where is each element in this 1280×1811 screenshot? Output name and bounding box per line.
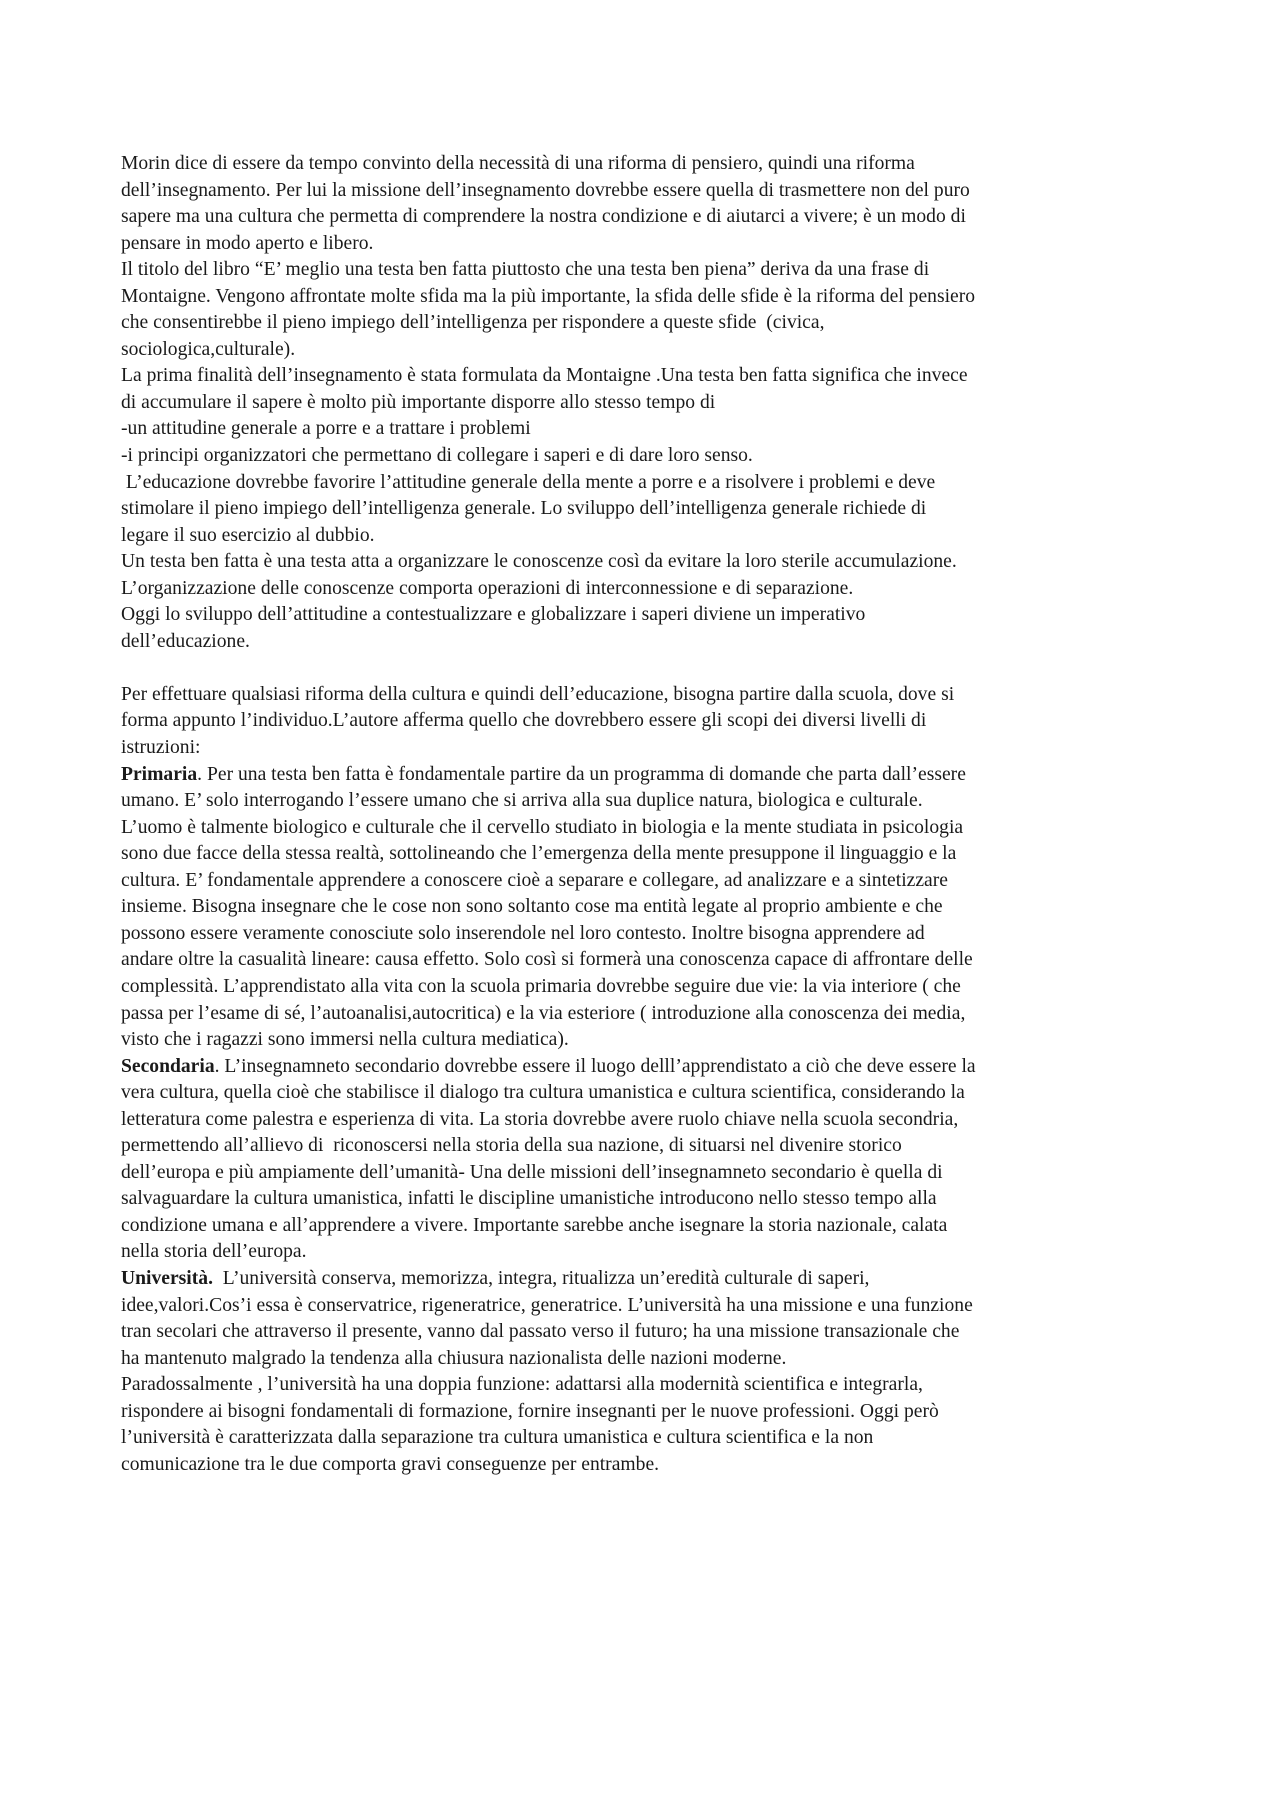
text-line bbox=[121, 841, 1171, 868]
text-line bbox=[121, 894, 1171, 921]
text-line bbox=[121, 204, 1171, 231]
line-text: pensare in modo aperto e libero. bbox=[121, 232, 374, 254]
line-text: permettendo all’allievo di riconoscersi nella storia della sua nazione, di situarsi nel divenire storico bbox=[121, 1135, 902, 1157]
text-line bbox=[121, 496, 1171, 523]
text-line bbox=[121, 178, 1171, 205]
line-text: sono due facce della stessa realtà, sottolineando che l’emergenza della mente presuppone il linguaggio e la bbox=[121, 843, 957, 865]
text-line bbox=[121, 390, 1171, 417]
text-line bbox=[121, 1425, 1171, 1452]
text-line bbox=[121, 416, 1171, 443]
text-line bbox=[121, 921, 1171, 948]
text-line bbox=[121, 1213, 1171, 1240]
section-heading: Primaria bbox=[121, 763, 198, 785]
text-line bbox=[121, 1293, 1171, 1320]
line-text: dell’insegnamento. Per lui la missione dell’insegnamento dovrebbe essere quella di trasmettere non del puro bbox=[121, 179, 970, 201]
text-line bbox=[121, 284, 1171, 311]
line-text: stimolare il pieno impiego dell’intelligenza generale. Lo sviluppo dell’intelligenza generale richiede di bbox=[121, 498, 927, 520]
text-line bbox=[121, 1080, 1171, 1107]
line-text: forma appunto l’individuo.L’autore afferma quello che dovrebbero essere gli scopi dei diversi livelli di bbox=[121, 710, 927, 732]
text-line bbox=[121, 602, 1171, 629]
text-line bbox=[121, 310, 1171, 337]
text-line bbox=[121, 549, 1171, 576]
line-text: L’università conserva, memorizza, integra, ritualizza un’eredità culturale di saperi, bbox=[212, 1267, 870, 1289]
line-text: visto che i ragazzi sono immersi nella cultura mediatica). bbox=[121, 1029, 569, 1051]
line-text: La prima finalità dell’insegnamento è stata formulata da Montaigne .Una testa ben fatta significa che invece bbox=[121, 365, 968, 387]
text-line bbox=[121, 363, 1171, 390]
text-line bbox=[121, 1239, 1171, 1266]
line-text: ha mantenuto malgrado la tendenza alla chiusura nazionalista delle nazioni moderne. bbox=[121, 1347, 787, 1369]
line-text: cultura. E’ fondamentale apprendere a conoscere cioè a separare e collegare, ad analizzare e a sintetizzare bbox=[121, 869, 948, 891]
text-line bbox=[121, 868, 1171, 895]
text-line bbox=[121, 1266, 1171, 1293]
text-line bbox=[121, 682, 1171, 709]
line-text: sapere ma una cultura che permetta di comprendere la nostra condizione e di aiutarci a vivere; è un modo di bbox=[121, 206, 966, 228]
line-text: Montaigne. Vengono affrontate molte sfida ma la più importante, la sfida delle sfide è la riforma del pensiero bbox=[121, 285, 976, 307]
text-line bbox=[121, 1160, 1171, 1187]
text-line bbox=[121, 974, 1171, 1001]
line-text: dell’educazione. bbox=[121, 630, 250, 652]
document-body bbox=[121, 151, 1171, 1478]
text-line bbox=[121, 151, 1171, 178]
text-line bbox=[121, 337, 1171, 364]
text-line bbox=[121, 1399, 1171, 1426]
line-text: l’università è caratterizzata dalla separazione tra cultura umanistica e cultura scientifica e la non bbox=[121, 1427, 874, 1449]
text-line bbox=[121, 1372, 1171, 1399]
line-text: Un testa ben fatta è una testa atta a organizzare le conoscenze così da evitare la loro sterile accumulazione. bbox=[121, 551, 957, 573]
section-heading: Università. bbox=[121, 1267, 213, 1289]
line-text: dell’europa e più ampiamente dell’umanità- Una delle missioni dell’insegnamneto secondario è quella di bbox=[121, 1161, 943, 1183]
text-line bbox=[121, 629, 1171, 656]
line-text: salvaguardare la cultura umanistica, infatti le discipline umanistiche introducono nello stesso tempo alla bbox=[121, 1188, 937, 1210]
line-text: che consentirebbe il pieno impiego dell’intelligenza per rispondere a queste sfide (civica, bbox=[121, 312, 825, 334]
text-line bbox=[121, 576, 1171, 603]
line-text: Per effettuare qualsiasi riforma della cultura e quindi dell’educazione, bisogna partire dalla scuola, dove si bbox=[121, 683, 955, 705]
line-text: condizione umana e all’apprendere a vivere. Importante sarebbe anche isegnare la storia nazionale, calata bbox=[121, 1214, 948, 1236]
line-text: legare il suo esercizio al dubbio. bbox=[121, 524, 375, 546]
line-text: Oggi lo sviluppo dell’attitudine a contestualizzare e globalizzare i saperi diviene un imperativo bbox=[121, 604, 866, 626]
text-line bbox=[121, 1054, 1171, 1081]
line-text: vera cultura, quella cioè che stabilisce il dialogo tra cultura umanistica e cultura scientifica, considerando la bbox=[121, 1082, 965, 1104]
section-heading: Secondaria bbox=[121, 1055, 215, 1077]
line-text: . Per una testa ben fatta è fondamentale partire da un programma di domande che parta dall’essere bbox=[197, 763, 966, 785]
text-line bbox=[121, 470, 1171, 497]
text-line bbox=[121, 1001, 1171, 1028]
text-line bbox=[121, 1107, 1171, 1134]
line-text: Morin dice di essere da tempo convinto della necessità di una riforma di pensiero, quindi una riforma bbox=[121, 153, 915, 174]
line-text: passa per l’esame di sé, l’autoanalisi,autocritica) e la via esteriore ( introduzione alla conoscenza dei media, bbox=[121, 1002, 966, 1024]
text-line bbox=[121, 231, 1171, 258]
line-text: . L’insegnamneto secondario dovrebbe essere il luogo delll’apprendistato a ciò che deve essere la bbox=[214, 1055, 976, 1077]
line-text: tran secolari che attraverso il presente, vanno dal passato verso il futuro; ha una missione transazionale che bbox=[121, 1321, 960, 1343]
text-line bbox=[121, 443, 1171, 470]
line-text: -i principi organizzatori che permettano di collegare i saperi e di dare loro senso. bbox=[121, 445, 753, 467]
line-text: umano. E’ solo interrogando l’essere umano che si arriva alla sua duplice natura, biologica e culturale. bbox=[121, 790, 923, 812]
line-text: di accumulare il sapere è molto più importante disporre allo stesso tempo di bbox=[121, 391, 716, 413]
line-text: L’uomo è talmente biologico e culturale che il cervello studiato in biologia e la mente studiata in psicologia bbox=[121, 816, 964, 838]
line-text: comunicazione tra le due comporta gravi conseguenze per entrambe. bbox=[121, 1453, 660, 1475]
text-line bbox=[121, 788, 1171, 815]
text-line bbox=[121, 1452, 1171, 1479]
line-text: andare oltre la casualità lineare: causa effetto. Solo così si formerà una conoscenza capace di affrontare delle bbox=[121, 949, 973, 971]
blank-line bbox=[121, 655, 1171, 682]
text-line bbox=[121, 1346, 1171, 1373]
line-text: rispondere ai bisogni fondamentali di formazione, fornire insegnanti per le nuove professioni. Oggi però bbox=[121, 1400, 939, 1422]
text-line bbox=[121, 1027, 1171, 1054]
text-line bbox=[121, 1186, 1171, 1213]
text-line bbox=[121, 815, 1171, 842]
line-text: Paradossalmente , l’università ha una doppia funzione: adattarsi alla modernità scientifica e integrarla, bbox=[121, 1374, 923, 1396]
line-text: L’organizzazione delle conoscenze comporta operazioni di interconnessione e di separazione. bbox=[121, 577, 854, 599]
text-line bbox=[121, 735, 1171, 762]
line-text: L’educazione dovrebbe favorire l’attitudine generale della mente a porre e a risolvere i problemi e deve bbox=[121, 471, 936, 493]
text-line bbox=[121, 708, 1171, 735]
text-line bbox=[121, 1319, 1171, 1346]
line-text: nella storia dell’europa. bbox=[121, 1241, 307, 1263]
line-text: insieme. Bisogna insegnare che le cose non sono soltanto cose ma entità legate al proprio ambiente e che bbox=[121, 896, 943, 918]
text-line bbox=[121, 947, 1171, 974]
text-line bbox=[121, 1133, 1171, 1160]
line-text: complessità. L’apprendistato alla vita con la scuola primaria dovrebbe seguire due vie: la via interiore ( che bbox=[121, 975, 961, 997]
line-text: Il titolo del libro “E’ meglio una testa ben fatta piuttosto che una testa ben piena” deriva da una frase di bbox=[121, 259, 930, 281]
line-text: sociologica,culturale). bbox=[121, 338, 296, 360]
text-line bbox=[121, 257, 1171, 284]
line-text: letteratura come palestra e esperienza di vita. La storia dovrebbe avere ruolo chiave nella scuola secondria, bbox=[121, 1108, 959, 1130]
line-text: possono essere veramente conosciute solo inserendole nel loro contesto. Inoltre bisogna apprendere ad bbox=[121, 922, 925, 944]
line-text: istruzioni: bbox=[121, 737, 201, 759]
line-text: idee,valori.Cos’i essa è conservatrice, rigeneratrice, generatrice. L’università ha una missione e una funzione bbox=[121, 1294, 973, 1316]
text-line bbox=[121, 762, 1171, 789]
text-line bbox=[121, 523, 1171, 550]
line-text: -un attitudine generale a porre e a trattare i problemi bbox=[121, 418, 531, 440]
